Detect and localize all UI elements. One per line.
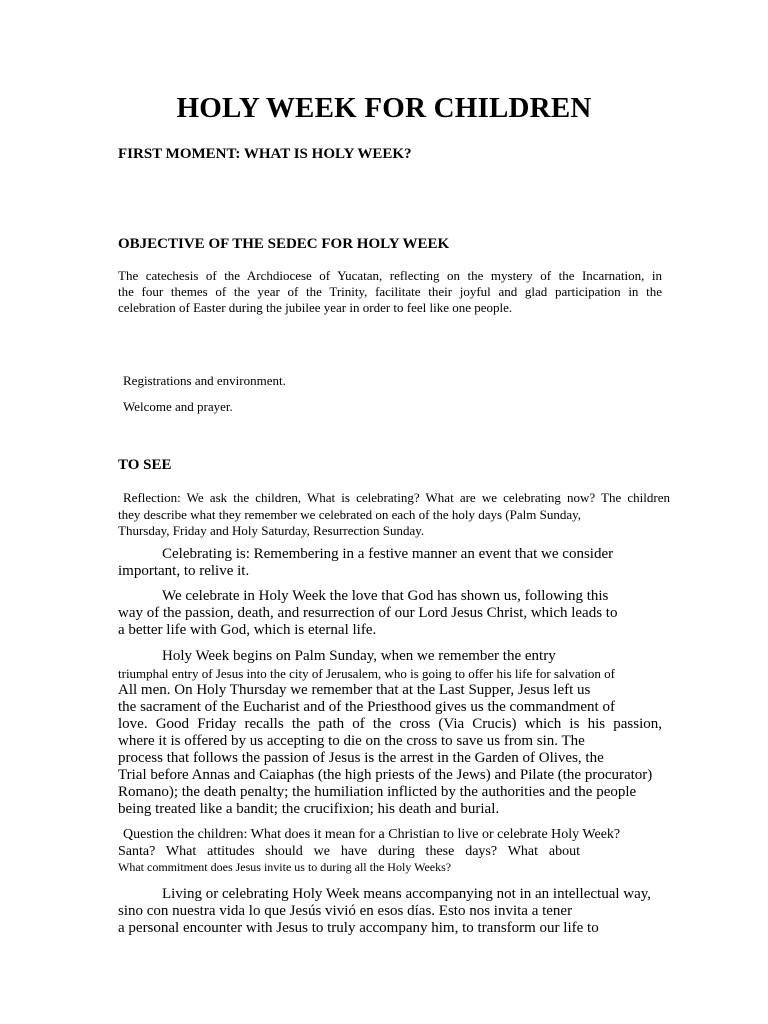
text-line: All men. On Holy Thursday we remember that at the Last Supper, Jesus left us: [118, 682, 591, 698]
question-paragraph: [118, 826, 658, 875]
list-item: [118, 399, 662, 416]
text-line: triumphal entry of Jesus into the city of Jerusalem, who is going to offer his life for salvation of: [118, 666, 615, 681]
text-line: the sacrament of the Eucharist and of the Priesthood gives us the commandment of: [118, 699, 615, 715]
text-line: sino con nuestra vida lo que Jesús vivió en esos días. Esto nos invita a tener: [118, 903, 573, 919]
text-line: Reflection: We ask the children, What is celebrating? What are we celebrating now? The children: [123, 490, 670, 505]
text-line: love. Good Friday recalls the path of the cross (Via Crucis) which is his passion,: [118, 716, 662, 732]
objective-heading: OBJECTIVE OF THE SEDEC FOR HOLY WEEK: [118, 236, 450, 252]
text-line: process that follows the passion of Jesus is the arrest in the Garden of Olives, the: [118, 750, 604, 766]
text-line: What commitment does Jesus invite us to during all the Holy Weeks?: [118, 860, 452, 874]
list-item-text: Registrations and environment.: [123, 373, 286, 388]
reflection-paragraph: [118, 490, 670, 539]
text-line: they describe what they remember we celebrated on each of the holy days (Palm Sunday,: [118, 507, 582, 522]
text-line: Thursday, Friday and Holy Saturday, Resurrection Sunday.: [118, 523, 425, 538]
objective-paragraph: [118, 268, 662, 316]
text-line: We celebrate in Holy Week the love that God has shown us, following this: [162, 588, 609, 604]
celebrating-paragraph: [118, 546, 662, 580]
text-line: The catechesis of the Archdiocese of Yucatan, reflecting on the mystery of the Incarnation, in: [118, 268, 662, 283]
text-line: Santa? What attitudes should we have during these days? What about: [118, 844, 580, 859]
text-line: the four themes of the year of the Trinity, facilitate their joyful and glad participation in the: [118, 284, 662, 299]
text-line: Romano); the death penalty; the humiliation inflicted by the authorities and the people: [118, 784, 637, 800]
text-line: Question the children: What does it mean for a Christian to live or celebrate Holy Week?: [123, 827, 621, 842]
text-line: Living or celebrating Holy Week means accompanying not in an intellectual way,: [162, 886, 652, 902]
first-moment-heading: FIRST MOMENT: WHAT IS HOLY WEEK?: [118, 146, 412, 162]
living-paragraph: [118, 886, 662, 937]
palm-sunday-paragraph: [118, 648, 662, 818]
love-paragraph: [118, 588, 662, 639]
text-line: celebration of Easter during the jubilee year in order to feel like one people.: [118, 300, 513, 315]
text-line: Celebrating is: Remembering in a festive manner an event that we consider: [162, 546, 614, 562]
text-line: being treated like a bandit; the crucifixion; his death and burial.: [118, 801, 500, 817]
text-line: Holy Week begins on Palm Sunday, when we remember the entry: [162, 648, 556, 664]
text-line: Trial before Annas and Caiaphas (the high priests of the Jews) and Pilate (the procurator): [118, 767, 653, 783]
list-item-text: Welcome and prayer.: [123, 399, 233, 414]
text-line: important, to relive it.: [118, 563, 250, 579]
text-line: where it is offered by us accepting to die on the cross to save us from sin. The: [118, 733, 585, 749]
list-item: [118, 373, 662, 390]
text-line: a personal encounter with Jesus to truly accompany him, to transform our life to: [118, 920, 599, 936]
document-title: HOLY WEEK FOR CHILDREN: [176, 92, 592, 124]
to-see-heading: TO SEE: [118, 457, 172, 473]
text-line: a better life with God, which is eternal life.: [118, 622, 377, 638]
text-line: way of the passion, death, and resurrection of our Lord Jesus Christ, which leads to: [118, 605, 618, 621]
